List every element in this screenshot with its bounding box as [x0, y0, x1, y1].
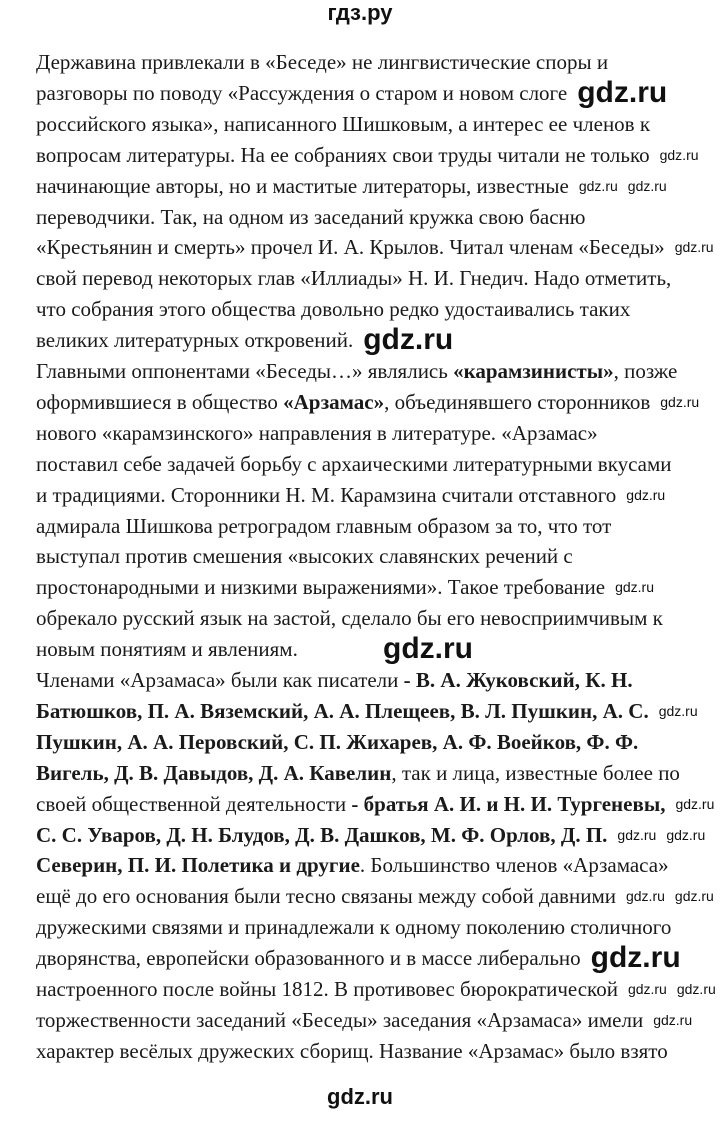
text-line [36, 761, 680, 785]
text-run: свой перевод некоторых глав «Иллиады» Н. И. Гнедич. Надо отметить, [36, 266, 672, 291]
text-line [36, 390, 650, 414]
gdz-watermark: gdz.ru [577, 75, 668, 109]
text-line [36, 977, 618, 1001]
text-line [36, 328, 353, 352]
text-line [36, 297, 630, 321]
text-line [36, 946, 581, 970]
text-run: , так и лица, известные более по [391, 760, 680, 785]
text-run: настроенного после войны 1812. В противовес бюрократической [36, 977, 618, 1001]
gdz-watermark: gdz.ru [626, 486, 666, 503]
bold-text: - В. А. Жуковский, К. Н. [403, 668, 633, 692]
text-run: оформившиеся в общество [36, 389, 284, 414]
gdz-watermark: gdz.ru [383, 632, 473, 666]
text-run: нового «карамзинского» направления в литературе. «Арзамас» [36, 420, 598, 445]
text-line [36, 915, 671, 939]
gdz-watermark: gdz.ru [659, 146, 699, 163]
bold-text: С. С. Уваров, Д. Н. Блудов, Д. В. Дашков, М. Ф. Орлов, Д. П. [36, 822, 608, 847]
text-run: Членами «Арзамаса» были как писатели [36, 668, 404, 692]
text-line [36, 235, 665, 259]
text-line [36, 823, 607, 847]
bold-text: «карамзинисты» [453, 359, 614, 383]
text-run: Главными оппонентами «Беседы…» являлись [36, 359, 454, 383]
text-line [36, 359, 677, 383]
bold-text: Батюшков, П. А. Вяземский, А. А. Плещеев, В. Л. Пушкин, А. С. [36, 698, 649, 723]
bold-text: Северин, П. И. Полетика и другие [36, 853, 360, 878]
text-run: адмирала Шишкова ретроградом главным образом за то, что тот [36, 513, 612, 538]
text-line [36, 143, 650, 167]
text-run: выступал против смешения «высоких славянских речений с [36, 544, 573, 569]
bold-text: - братья А. И. и Н. И. Тургеневы, [351, 791, 666, 816]
text-run: , объединявшего сторонников [384, 389, 651, 414]
gdz-watermark: gdz.ru [615, 579, 654, 596]
gdz-watermark: gdz.ru [653, 1011, 693, 1028]
text-line [36, 730, 638, 754]
text-line [36, 699, 649, 723]
gdz-watermark: gdz.ru [617, 826, 657, 843]
text-line [36, 606, 663, 630]
text-line [36, 81, 567, 105]
text-line [36, 452, 672, 476]
text-run: великих литературных откровений. [36, 328, 354, 353]
gdz-watermark: gdz.ru [675, 795, 715, 812]
text-run: , позже [613, 359, 678, 383]
gdz-watermark: gdz.ru [627, 177, 667, 194]
text-run: простонародными и низкими выражениями». Такое требование [36, 575, 606, 600]
text-run: ещё до его основания были тесно связаны между собой давними [36, 884, 616, 909]
gdz-watermark: gdz.ru [627, 981, 667, 997]
text-run: дворянства, европейски образованного и в массе либерально [36, 946, 581, 971]
gdz-watermark: gdz.ru [676, 981, 716, 997]
text-line [36, 266, 671, 290]
text-run: своей общественной деятельности [36, 791, 352, 816]
bold-text: Пушкин, А. А. Перовский, С. П. Жихарев, А. Ф. Воейков, Ф. Ф. [36, 729, 639, 754]
bold-text: Вигель, Д. В. Давыдов, Д. А. Кавелин [36, 760, 392, 785]
text-run: начинающие авторы, но и маститые литераторы, известные [36, 173, 569, 198]
text-line [36, 421, 598, 445]
text-run: разговоры по поводу «Рассуждения о старом и новом слоге [36, 80, 568, 105]
text-run: дружескими связями и принадлежали к одному поколению столичного [36, 915, 672, 940]
text-run: характер весёлых дружеских сборищ. Название «Арзамас» было взято [36, 1038, 668, 1063]
text-line [36, 853, 669, 877]
gdz-watermark: gdz.ru [590, 941, 681, 975]
text-line [36, 514, 611, 538]
text-line [36, 205, 585, 229]
bold-text: «Арзамас» [283, 389, 385, 414]
text-line [36, 483, 616, 507]
text-run: новым понятиям и явлениям. [36, 637, 298, 662]
text-run: «Крестьянин и смерть» прочел И. А. Крылов. Читал членам «Беседы» [36, 235, 665, 260]
footer-watermark: gdz.ru [327, 1084, 393, 1109]
text-run: и традициями. Сторонники Н. М. Карамзина считали отставного [36, 482, 617, 507]
text-line [36, 544, 573, 568]
text-line [36, 1039, 668, 1063]
gdz-watermark: gdz.ru [660, 393, 700, 410]
text-run: . Большинство членов «Арзамаса» [359, 853, 669, 878]
text-run: торжественности заседаний «Беседы» заседания «Арзамаса» имели [36, 1007, 644, 1032]
gdz-watermark: gdz.ru [674, 239, 714, 256]
gdz-watermark: gdz.ru [578, 177, 618, 194]
text-line [36, 575, 605, 599]
gdz-watermark: gdz.ru [658, 702, 698, 719]
text-line [36, 792, 665, 816]
text-run: вопросам литературы. На ее собраниях свои труды читали не только [36, 142, 650, 167]
text-line [36, 50, 608, 74]
gdz-watermark: gdz.ru [363, 323, 454, 357]
text-run: поставил себе задачей борьбу с архаическими литературными вкусами [36, 451, 672, 476]
text-run: что собрания этого общества довольно редко удостаивались таких [36, 297, 631, 322]
text-line [36, 668, 633, 692]
text-run: переводчики. Так, на одном из заседаний кружка свою басню [36, 204, 586, 229]
text-run: обрекало русский язык на застой, сделало бы его невосприимчивым к [36, 606, 663, 631]
gdz-watermark: gdz.ru [666, 826, 706, 843]
site-header-title: гдз.ру [327, 0, 393, 25]
text-line [36, 112, 650, 136]
gdz-watermark: gdz.ru [625, 888, 665, 905]
text-line [36, 1008, 643, 1032]
text-line [36, 884, 616, 908]
text-line [36, 174, 569, 198]
gdz-watermark: gdz.ru [674, 888, 714, 905]
text-run: российского языка», написанного Шишковым, а интерес ее членов к [36, 111, 651, 136]
text-line [36, 637, 298, 661]
text-run: Державина привлекали в «Беседе» не лингвистические споры и [36, 50, 609, 74]
